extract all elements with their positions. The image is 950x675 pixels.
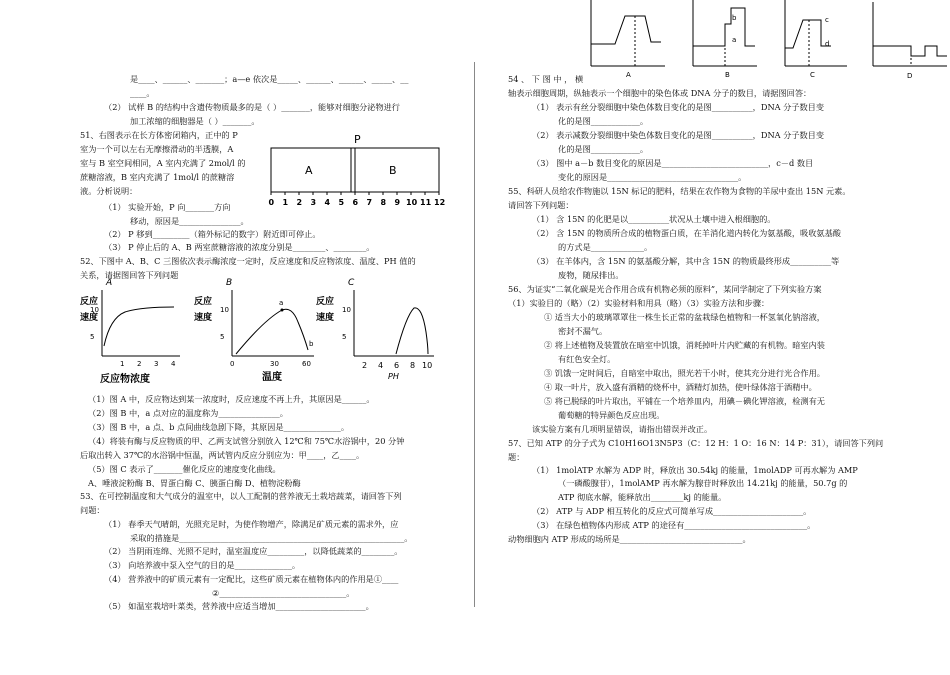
membrane-label: P: [354, 133, 361, 146]
box-scale-label: 4: [324, 198, 331, 207]
right-text-line: （2） 含 15N 的物质所合成的植物蛋白质，在羊消化道内转化为氨基酸，吸收氨基酸: [532, 228, 841, 238]
panel-c-xlabel: PH: [388, 372, 399, 381]
panel-b-point-a-label: a: [279, 299, 284, 307]
panel-c-ylabel-2: 速度: [316, 313, 335, 323]
right-text-line: （3） 图中 a－b 数目变化的原因是__________________________，c－d 数目: [532, 158, 814, 168]
panel-c-ytick-5: 5: [342, 333, 347, 341]
right-text-line: （3） 在绿色植物体内形成 ATP 的途径有______________________________。: [532, 520, 816, 530]
panel-b-ylabel-2: 速度: [194, 313, 213, 323]
left-text-line: （3） P 停止后的 A、B 两室蔗糖溶液的浓度分别是________、________。: [104, 242, 375, 252]
panel-c-xtick-2: 2: [362, 361, 368, 370]
left-text-line: 51、右图表示在长方体密闭箱内，正中的 P: [80, 130, 238, 140]
box-scale-label: 1: [282, 198, 289, 207]
box-scale-label: 0: [268, 198, 275, 207]
cell-cycle-figures: [585, 0, 950, 80]
right-text-line: 有红色安全灯。: [558, 354, 616, 364]
membrane-box-figure: [267, 132, 447, 208]
cycle-b-label: B: [725, 71, 730, 79]
panel-a-label: A: [106, 278, 113, 288]
box-scale-label: 7: [366, 198, 373, 207]
left-text-line: 52、下图中 A、B、C 三图依次表示酶浓度一定时，反应速度和反应物浓度、温度、PH 值的: [80, 256, 416, 266]
box-scale-label: 3: [310, 198, 317, 207]
panel-c-xtick-10: 10: [422, 361, 433, 370]
right-text-line: 题：: [508, 452, 525, 462]
panel-a-xlabel: 反应物浓度: [100, 374, 150, 385]
cycle-d-label: D: [907, 72, 913, 80]
cycle-b-marker-b: b: [732, 14, 737, 22]
box-scale-label: 6: [352, 198, 359, 207]
panel-b-ytick-10: 10: [220, 306, 229, 314]
panel-a-ytick-10: 10: [90, 306, 99, 314]
panel-c-label: C: [348, 278, 355, 288]
right-text-line: ATP 彻底水解，能释放出________kj 的能量。: [558, 492, 727, 502]
left-text-line: （4）将装有酶与反应物质的甲、乙两支试管分别放入 12℃和 75℃水浴锅中，20 分钟: [88, 436, 405, 446]
left-text-line: 是____、______、_______；a—e 依次是_____、______、______、_____、__: [130, 74, 409, 84]
panel-a-curve: [104, 307, 174, 346]
panel-b-xlabel: 温度: [262, 372, 282, 383]
right-text-line: 动物细胞内 ATP 形成的场所是______________________________。: [508, 534, 751, 544]
left-text-line: A、唾液淀粉酶 B、胃蛋白酶 C、胰蛋白酶 D、植物淀粉酶: [88, 478, 301, 488]
left-text-line: 采取的措施是_______________________________________________________。: [130, 533, 413, 543]
panel-c-ylabel-1: 反应: [316, 297, 335, 307]
left-text-line: （3）图 B 中，a 点、b 点间曲线急剧下降，其原因是______________。: [88, 422, 350, 432]
right-text-line: 轴表示细胞周期，纵轴表示一个细胞中的染色体或 DNA 分子的数目，请据图回答：: [508, 88, 812, 98]
cycle-c-marker-d: d: [825, 40, 830, 48]
column-divider: [474, 62, 475, 607]
panel-c-ytick-10: 10: [342, 306, 351, 314]
panel-c-xtick-6: 6: [394, 361, 400, 370]
panel-b-xtick-0: 0: [230, 360, 235, 368]
panel-b-point-b-label: b: [309, 340, 314, 348]
left-text-line: （2） 试样 B 的结构中含遗传物质最多的是（ ）_______，能够对细胞分泌物进行: [104, 102, 400, 112]
right-text-line: 的方式是_____________。: [558, 242, 653, 252]
right-text-line: ③ 饥饿一定时间后，自暗室中取出，照光若干小时，使其充分进行光合作用。: [544, 368, 825, 378]
panel-a-xtick-1: 1: [120, 360, 125, 368]
left-text-line: （1）图 A 中，反应物达到某一浓度时，反应速度不再上升，其原因是______。: [88, 394, 375, 404]
room-a-label: A: [305, 164, 313, 177]
cycle-c-label: C: [810, 71, 815, 79]
right-text-line: ① 适当大小的玻璃罩罩住一株生长正常的盆栽绿色植物和一杯氢氧化钠溶液，: [544, 312, 825, 322]
left-text-line: 移动，原因是_______________。: [130, 216, 249, 226]
box-scale-label: 11: [420, 198, 432, 207]
panel-a-xtick-3: 3: [154, 360, 159, 368]
left-text-line: 室与 B 室空间相同，A 室内充满了 2mol/l 的: [80, 158, 246, 168]
right-text-line: 化的是图____________。: [558, 116, 649, 126]
enzyme-chart-a: [80, 276, 185, 388]
right-text-line: （3） 在羊体内，含 15N 的氨基酸分解，其中含 15N 的物质最终形成__________等: [532, 256, 840, 266]
panel-b-label: B: [226, 278, 233, 288]
box-scale-label: 10: [406, 198, 418, 207]
panel-a-ylabel-2: 速度: [80, 313, 99, 323]
right-text-line: 54 、 下 图 中 ， 横: [508, 74, 584, 84]
box-scale-label: 8: [380, 198, 387, 207]
panel-a-xtick-4: 4: [171, 360, 176, 368]
left-text-line: 关系，请据图回答下列问题: [80, 270, 179, 280]
panel-b-ylabel-1: 反应: [194, 297, 213, 307]
left-text-line: （2） 当阴雨连绵、光照不足时，温室温度应_________，以降低蔬菜的________。: [104, 546, 403, 556]
right-text-line: 该实验方案有几项明显错误，请指出错误并改正。: [532, 424, 713, 434]
left-text-line: 问题：: [80, 505, 105, 515]
right-text-line: 葡萄糖的特异颜色反应出现。: [558, 410, 665, 420]
left-text-line: （2） P 移到_________（箱外标记的数字）附近即可停止。: [104, 229, 321, 239]
right-text-line: 密封不漏气。: [558, 326, 608, 336]
panel-a-ytick-5: 5: [90, 333, 95, 341]
left-text-line: （1） 实验开始，P 向_______方向: [104, 202, 231, 212]
room-b-label: B: [389, 164, 397, 177]
right-text-line: 废物，随尿排出。: [558, 270, 624, 280]
right-text-line: （1） 1molATP 水解为 ADP 时，释放出 30.54kj 的能量，1molADP 可再水解为 AMP: [532, 465, 858, 475]
right-text-line: 变化的原因是________________________________。: [558, 172, 747, 182]
box-scale-label: 5: [338, 198, 345, 207]
right-text-line: 57、已知 ATP 的分子式为 C10H16O13N5P3（C：12 H：1 O：16 N：14 P：31），请回答下列问: [508, 438, 884, 448]
left-text-line: 53、在可控制温度和大气成分的温室中，以人工配制的营养液无土栽培蔬菜，请回答下列: [80, 491, 402, 501]
left-text-line: （4） 营养液中的矿质元素有一定配比，这些矿质元素在植物体内的作用是①____: [104, 574, 399, 584]
box-scale-label: 9: [394, 198, 401, 207]
panel-b-xtick-30: 30: [270, 360, 279, 368]
right-text-line: （2） 表示减数分裂细胞中染色体数目变化的是图__________，DNA 分子数目变: [532, 130, 825, 140]
right-text-line: 化的是图____________。: [558, 144, 649, 154]
box-scale-label: 12: [434, 198, 446, 207]
left-text-line: （1） 春季天气晴朗，光照充足时，为使作物增产，除满足矿质元素的需求外，应: [104, 519, 399, 529]
right-text-line: （1）实验目的（略）（2）实验材料和用具（略）（3）实验方法和步骤：: [508, 298, 770, 308]
left-text-line: （2）图 B 中，a 点对应的温度称为_______________。: [88, 408, 288, 418]
right-text-line: （1） 含 15N 的化肥是以__________状况从土壤中进入根细胞的。: [532, 214, 776, 224]
right-text-line: （1） 表示有丝分裂细胞中染色体数目变化的是图__________，DNA 分子数目变: [532, 102, 825, 112]
cycle-a-line: [591, 16, 661, 44]
right-text-line: （一磷酸腺苷），1molAMP 再水解为腺苷时释放出 14.21kj 的能量，50.7g 的: [558, 478, 848, 488]
left-text-line: 蔗糖溶液，B 室内充满了 1mol/l 的蔗糖溶: [80, 172, 235, 182]
panel-c-xtick-4: 4: [378, 361, 384, 370]
left-text-line: ____。: [130, 88, 155, 98]
cycle-d-line: [873, 46, 947, 56]
right-text-line: （2） ATP 与 ADP 相互转化的反应式可简单写成______________________。: [532, 506, 812, 516]
panel-c-xtick-8: 8: [410, 361, 416, 370]
cycle-b-marker-a: a: [732, 36, 737, 44]
box-scale: [269, 192, 446, 207]
membrane-p: [351, 148, 355, 192]
panel-b-point-a: [281, 309, 284, 312]
right-text-line: ④ 取一叶片，放入盛有酒精的烧杯中，酒精灯加热，使叶绿体溶于酒精中。: [544, 382, 817, 392]
panel-a-xtick-2: 2: [137, 360, 142, 368]
right-text-line: ⑤ 将已脱绿的叶片取出，平铺在一个培养皿内，用碘－碘化钾溶液，检测有无: [544, 396, 825, 406]
cycle-a-label: A: [626, 71, 631, 79]
cycle-c-marker-c: c: [825, 16, 829, 24]
left-text-line: 后取出转入 37℃的水浴锅中恒温，两试管内反应分别应为：甲____，乙____。: [80, 450, 365, 460]
right-text-line: 请回答下列问题：: [508, 200, 574, 210]
panel-a-ylabel-1: 反应: [80, 297, 99, 307]
right-text-line: 56、为证实“二氧化碳是光合作用合成有机物必须的原料”，某同学制定了下列实验方案: [508, 284, 822, 294]
left-text-line: （3） 向培养液中泵入空气的目的是______________。: [104, 560, 301, 570]
right-text-line: ② 将上述植物及装置放在暗室中饥饿，消耗掉叶片内贮藏的有机物。暗室内装: [544, 340, 825, 350]
enzyme-chart-b: [194, 276, 316, 388]
panel-c-curve: [396, 308, 428, 354]
left-text-line: 液。分析说明：: [80, 186, 138, 196]
left-text-line: 加工浓缩的细胞器是（ ）_______。: [130, 116, 260, 126]
left-text-line: ②_______________________________。: [212, 588, 355, 598]
enzyme-chart-c: [316, 276, 438, 388]
right-text-line: 55、科研人员给农作物施以 15N 标记的肥料，结果在农作物为食物的羊尿中查出 15N 元素。: [508, 186, 851, 196]
panel-b-ytick-5: 5: [220, 333, 225, 341]
left-text-line: （5）图 C 表示了_______催化反应的速度变化曲线。: [88, 464, 281, 474]
panel-b-curve: [236, 309, 308, 354]
left-text-line: （5） 如温室栽培叶菜类，营养液中应适当增加______________________。: [104, 601, 374, 611]
cycle-b-line: [693, 8, 755, 46]
left-text-line: 室为一个可以左右无摩擦滑动的半透膜，A: [80, 144, 234, 154]
box-scale-label: 2: [296, 198, 303, 207]
panel-b-xtick-60: 60: [302, 360, 311, 368]
